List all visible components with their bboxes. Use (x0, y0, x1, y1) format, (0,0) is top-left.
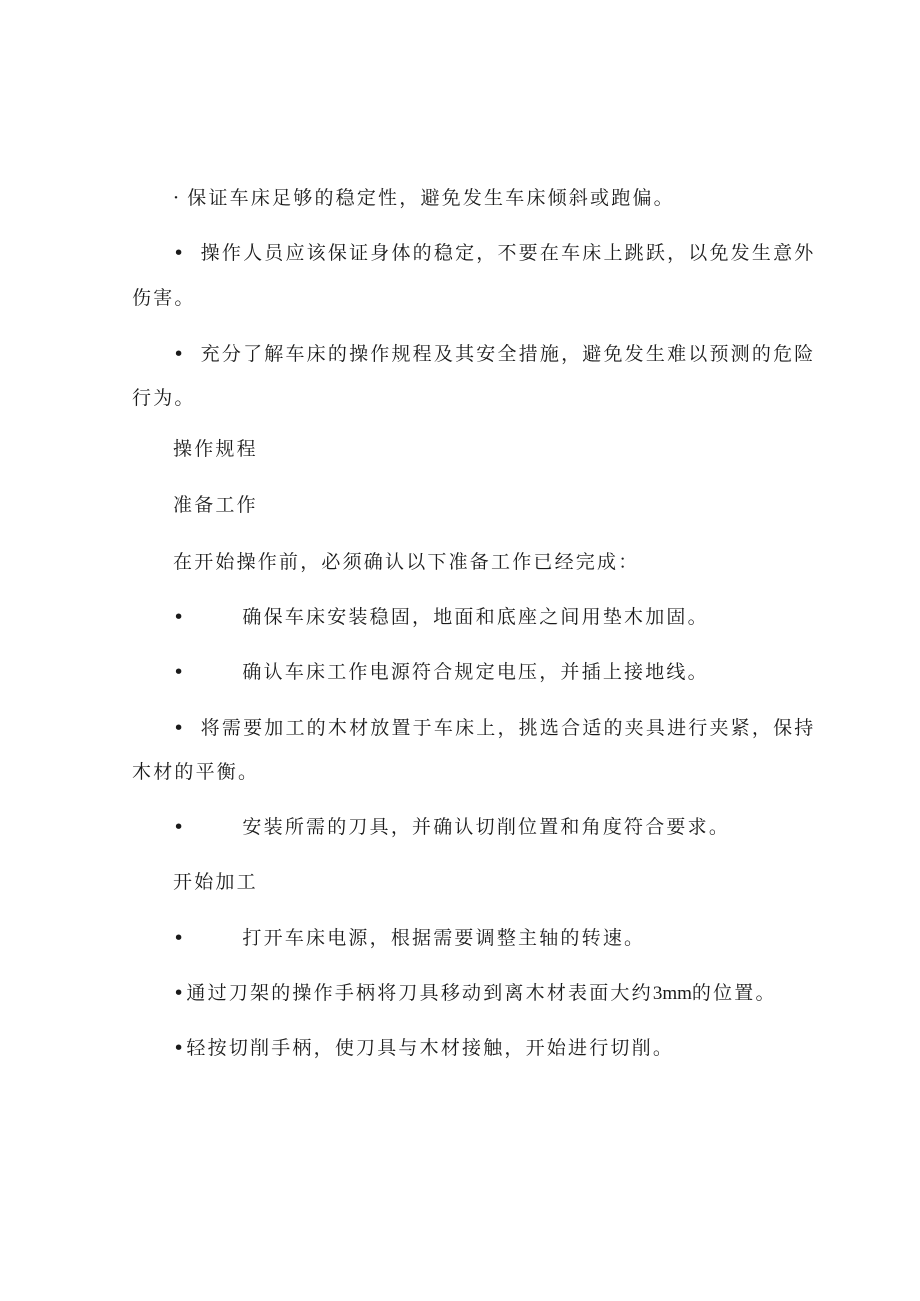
bullet-mark: • (173, 1037, 187, 1059)
heading-operating-procedure (173, 437, 258, 461)
paragraph-text: 保证车床足够的稳定性，避免发生车床倾斜或跑偏。 (187, 187, 675, 209)
paragraph-text: 行为。 (132, 387, 196, 409)
list-item-text: 确保车床安装稳固，地面和底座之间用垫木加固。 (242, 606, 709, 628)
heading-start-processing (173, 870, 258, 894)
bullet-mark: • (173, 661, 187, 683)
heading-text: 操作规程 (173, 438, 258, 460)
heading-text: 开始加工 (173, 871, 258, 893)
paragraph-preparation-intro (173, 550, 639, 574)
list-item-text: 安装所需的刀具，并确认切削位置和角度符合要求。 (242, 816, 731, 838)
paragraph-text: 充分了解车床的操作规程及其安全措施，避免发生难以预测的危险 (200, 343, 816, 365)
bullet-mark: • (173, 717, 187, 739)
list-item-power-on (173, 926, 645, 950)
bullet-mark: • (173, 927, 187, 949)
list-item-text: 打开车床电源，根据需要调整主轴的转速。 (242, 927, 646, 949)
paragraph-text: 在开始操作前，必须确认以下准备工作已经完成： (173, 551, 640, 573)
paragraph-clamp-wood-line1 (173, 716, 816, 740)
list-item-install-stable (173, 605, 709, 629)
bullet-mark: • (173, 982, 187, 1004)
list-item-power-voltage (173, 660, 709, 684)
list-item-text: 确认车床工作电源符合规定电压，并插上接地线。 (242, 661, 709, 683)
heading-text: 准备工作 (173, 494, 258, 516)
paragraph-safety-rules-line1 (173, 342, 816, 366)
paragraph-text: 的位置。 (691, 982, 777, 1004)
bullet-mark: • (173, 242, 187, 264)
bullet-mark: • (173, 816, 187, 838)
paragraph-start-cutting (173, 1036, 674, 1060)
paragraph-text: 操作人员应该保证身体的稳定，不要在车床上跳跃，以免发生意外 (200, 242, 816, 264)
paragraph-safety-rules-line2 (132, 386, 196, 410)
paragraph-stability (173, 186, 675, 210)
bullet-mark: · (173, 187, 182, 209)
paragraph-text: 木材的平衡。 (132, 761, 260, 783)
paragraph-text: 通过刀架的操作手柄将刀具移动到离木材表面大约 (186, 982, 653, 1004)
distance-value: 3mm (652, 983, 692, 1004)
bullet-mark: • (173, 606, 187, 628)
heading-preparation (173, 493, 258, 517)
list-item-install-tool (173, 815, 730, 839)
paragraph-clamp-wood-line2 (132, 760, 259, 784)
paragraph-body-stability-line2 (132, 286, 196, 310)
paragraph-text: 伤害。 (132, 287, 196, 309)
paragraph-text: 将需要加工的木材放置于车床上，挑选合适的夹具进行夹紧，保持 (200, 717, 816, 739)
paragraph-text: 轻按切削手柄，使刀具与木材接触，开始进行切削。 (186, 1037, 675, 1059)
paragraph-body-stability-line1 (173, 241, 816, 265)
paragraph-move-tool (173, 981, 777, 1006)
bullet-mark: • (173, 343, 187, 365)
